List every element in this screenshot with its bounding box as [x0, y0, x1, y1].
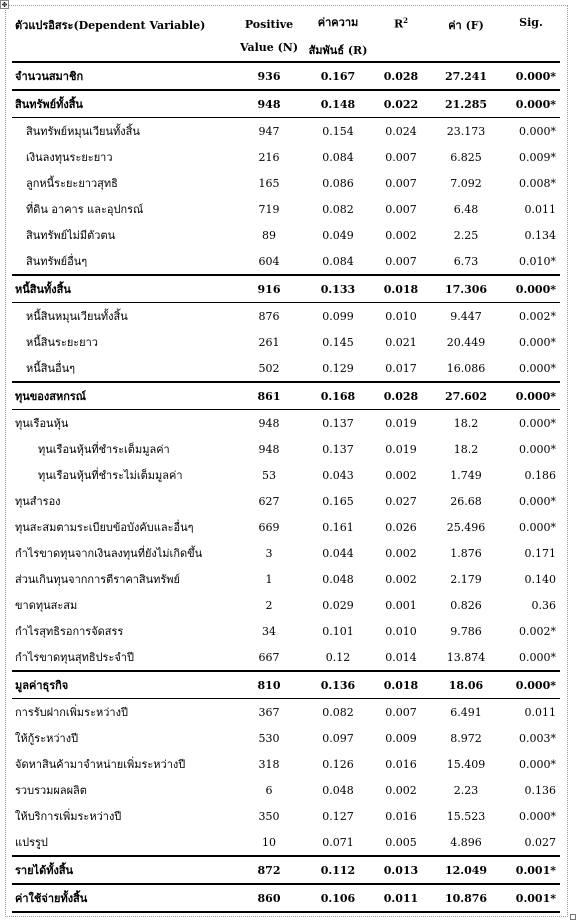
- cell-name: สินทรัพย์อื่นๆ: [26, 255, 88, 268]
- cell-r2: 0.019: [385, 442, 417, 456]
- cell-name: ส่วนเกินทุนจากการตีราคาสินทรัพย์: [15, 573, 180, 586]
- cell-sig: 0.136: [524, 783, 556, 797]
- table-row: [12, 303, 560, 330]
- cell-r: 0.082: [304, 699, 372, 726]
- table-row: [12, 222, 560, 248]
- cell-name: ขาดทุนสะสม: [15, 599, 78, 612]
- cell-r: 0.167: [304, 62, 372, 90]
- cell-r2: 0.017: [385, 361, 417, 375]
- cell-sig: 0.000*: [519, 361, 556, 375]
- cell-sig: 0.011: [524, 202, 556, 216]
- header-r: [304, 10, 372, 62]
- cell-r: 0.161: [322, 520, 354, 534]
- cell-n: 89: [262, 228, 276, 242]
- cell-sig: 0.000*: [502, 382, 560, 410]
- cell-f: 27.241: [430, 62, 502, 90]
- cell-name: จำนวนสมาชิก: [12, 62, 234, 90]
- cell-f: 7.092: [450, 176, 482, 190]
- cell-name: หนี้สินหมุนเวียนทั้งสิ้น: [12, 303, 234, 330]
- cell-n: 6: [265, 783, 273, 797]
- table-row: [12, 62, 560, 90]
- cell-r: 0.044: [322, 546, 354, 560]
- cell-name: ทุนสะสมตามระเบียบข้อบังคับและอื่นๆ: [15, 521, 194, 534]
- cell-r: 0.12: [325, 650, 351, 664]
- cell-r2: 0.027: [385, 494, 417, 508]
- cell-r: 0.136: [304, 671, 372, 699]
- cell-n: 10: [262, 835, 276, 849]
- cell-n: 53: [262, 468, 276, 482]
- cell-f: 9.786: [450, 624, 482, 638]
- header-n: [234, 10, 304, 62]
- cell-name: แปรรูป: [15, 836, 48, 849]
- cell-sig: 0.008*: [519, 176, 556, 190]
- cell-f: 6.825: [450, 150, 482, 164]
- table-row: [12, 436, 560, 462]
- cell-sig: 0.000*: [502, 275, 560, 303]
- cell-name: ทุนเรือนหุ้น: [12, 410, 234, 437]
- cell-r: 0.082: [322, 202, 354, 216]
- cell-n: 530: [258, 731, 280, 745]
- cell-sig: 0.001*: [502, 856, 560, 884]
- cell-sig: 0.36: [531, 598, 556, 612]
- cell-r2: 0.010: [385, 624, 417, 638]
- cell-sig: 0.000*: [519, 494, 556, 508]
- cell-f: 13.874: [446, 650, 486, 664]
- cell-r2: 0.028: [372, 62, 430, 90]
- cell-r: 0.048: [322, 783, 354, 797]
- cell-f: 10.876: [430, 884, 502, 912]
- cell-r2: 0.002: [385, 228, 417, 242]
- table-row: [12, 488, 560, 514]
- cell-r2: 0.013: [372, 856, 430, 884]
- cell-r: 0.129: [322, 361, 354, 375]
- cell-r2: 0.026: [385, 520, 417, 534]
- cell-r2: 0.018: [372, 671, 430, 699]
- cell-n: 604: [258, 254, 280, 268]
- cell-name: ทุนเรือนหุ้นที่ชำระเต็มมูลค่า: [38, 443, 170, 456]
- cell-f: 4.896: [450, 835, 482, 849]
- cell-n: 3: [265, 546, 273, 560]
- header-row: [12, 10, 560, 62]
- cell-r2: 0.010: [372, 303, 430, 330]
- cell-name: ทุนของสหกรณ์: [12, 382, 234, 410]
- table-row: [12, 566, 560, 592]
- cell-sig: 0.000*: [519, 650, 556, 664]
- cell-name: กำไรขาดทุนจากเงินลงทุนที่ยังไม่เกิดขึ้น: [15, 547, 203, 560]
- cell-f: 6.491: [430, 699, 502, 726]
- cell-r2: 0.007: [385, 176, 417, 190]
- table-row: [12, 275, 560, 303]
- table-row: [12, 751, 560, 777]
- cell-name: ให้กู้ระหว่างปี: [15, 732, 79, 745]
- cell-f: 15.523: [446, 809, 486, 823]
- cell-sig: 0.000*: [519, 442, 556, 456]
- cell-r2: 0.001: [385, 598, 417, 612]
- cell-name: สินทรัพย์หมุนเวียนทั้งสิ้น: [12, 118, 234, 145]
- cell-name: หนี้สินทั้งสิ้น: [12, 275, 234, 303]
- cell-f: 1.749: [450, 468, 482, 482]
- cell-n: 947: [234, 118, 304, 145]
- cell-name: รายได้ทั้งสิ้น: [12, 856, 234, 884]
- cell-name: ทุนเรือนหุ้นที่ชำระไม่เต็มมูลค่า: [38, 469, 183, 482]
- cell-r: 0.133: [304, 275, 372, 303]
- cell-r2: 0.019: [372, 410, 430, 437]
- cell-sig: 0.000*: [502, 62, 560, 90]
- cell-n: 719: [258, 202, 280, 216]
- cell-n: 165: [258, 176, 280, 190]
- cell-r: 0.126: [322, 757, 354, 771]
- cell-name: ลูกหนี้ระยะยาวสุทธิ: [26, 177, 118, 190]
- header-sig: Sig.: [502, 10, 560, 62]
- table-row: [12, 90, 560, 118]
- cell-r: 0.099: [304, 303, 372, 330]
- table-row: [12, 248, 560, 275]
- cell-sig: 0.000*: [519, 335, 556, 349]
- cell-sig: 0.000*: [519, 520, 556, 534]
- cell-f: 9.447: [430, 303, 502, 330]
- cell-r2: 0.007: [385, 202, 417, 216]
- cell-f: 12.049: [430, 856, 502, 884]
- header-r-line1: ค่าความ: [317, 15, 359, 29]
- cell-sig: 0.134: [524, 228, 556, 242]
- header-r2-label: R: [393, 17, 404, 31]
- cell-sig: 0.009*: [519, 150, 556, 164]
- header-n-line1: Positive: [244, 17, 294, 31]
- cell-r2: 0.005: [385, 835, 417, 849]
- cell-f: 21.285: [430, 90, 502, 118]
- table-row: [12, 329, 560, 355]
- header-r2: [372, 10, 430, 62]
- header-f: ค่า (F): [430, 10, 502, 62]
- cell-r: 0.127: [322, 809, 354, 823]
- cell-sig: 0.186: [524, 468, 556, 482]
- cell-f: 18.2: [430, 410, 502, 437]
- cell-sig: 0.002*: [502, 303, 560, 330]
- cell-f: 18.2: [453, 442, 479, 456]
- cell-name: สินทรัพย์ทั้งสิ้น: [12, 90, 234, 118]
- cell-r: 0.137: [304, 410, 372, 437]
- cell-r2: 0.018: [372, 275, 430, 303]
- table-row: [12, 118, 560, 145]
- cell-n: 861: [234, 382, 304, 410]
- cell-r: 0.071: [322, 835, 354, 849]
- cell-n: 261: [258, 335, 280, 349]
- cell-f: 27.602: [430, 382, 502, 410]
- cell-f: 15.409: [446, 757, 486, 771]
- cell-name: หนี้สินระยะยาว: [26, 336, 98, 349]
- cell-r: 0.168: [304, 382, 372, 410]
- cell-f: 16.086: [446, 361, 486, 375]
- table-row: [12, 803, 560, 829]
- cell-n: 948: [234, 410, 304, 437]
- cell-sig: 0.000*: [502, 410, 560, 437]
- cell-sig: 0.000*: [502, 90, 560, 118]
- table-row: [12, 725, 560, 751]
- cell-n: 367: [234, 699, 304, 726]
- table-row: [12, 618, 560, 644]
- cell-n: 936: [234, 62, 304, 90]
- cell-r2: 0.021: [385, 335, 417, 349]
- cell-r2: 0.007: [385, 254, 417, 268]
- cell-f: 6.48: [453, 202, 479, 216]
- cell-name: กำไรขาดทุนสุทธิประจำปี: [15, 651, 134, 664]
- cell-f: 17.306: [430, 275, 502, 303]
- cell-r2: 0.016: [385, 757, 417, 771]
- cell-r: 0.145: [322, 335, 354, 349]
- cell-name: สินทรัพย์ไม่มีตัวตน: [26, 229, 116, 242]
- cell-sig: 0.001*: [502, 884, 560, 912]
- cell-f: 20.449: [446, 335, 486, 349]
- cell-r2: 0.002: [385, 468, 417, 482]
- cell-r: 0.084: [322, 150, 354, 164]
- cell-sig: 0.010*: [519, 254, 556, 268]
- cell-n: 916: [234, 275, 304, 303]
- cell-r2: 0.002: [385, 572, 417, 586]
- move-handle-icon[interactable]: ✥: [1, 1, 8, 9]
- cell-sig: 0.000*: [502, 671, 560, 699]
- header-r2-sup: 2: [403, 16, 409, 25]
- cell-n: 810: [234, 671, 304, 699]
- table-row: [12, 144, 560, 170]
- cell-n: 502: [258, 361, 280, 375]
- cell-n: 2: [265, 598, 273, 612]
- cell-sig: 0.011: [502, 699, 560, 726]
- table-row: [12, 462, 560, 488]
- cell-r: 0.097: [322, 731, 354, 745]
- table-row: [12, 671, 560, 699]
- cell-name: หนี้สินอื่นๆ: [26, 362, 76, 375]
- cell-n: 216: [258, 150, 280, 164]
- cell-name: จัดหาสินค้ามาจำหน่ายเพิ่มระหว่างปี: [15, 758, 186, 771]
- cell-r: 0.112: [304, 856, 372, 884]
- cell-r: 0.106: [304, 884, 372, 912]
- table-row: [12, 777, 560, 803]
- cell-n: 627: [258, 494, 280, 508]
- table-row: [12, 355, 560, 382]
- cell-name: ค่าใช้จ่ายทั้งสิ้น: [12, 884, 234, 912]
- cell-sig: 0.000*: [502, 118, 560, 145]
- cell-r: 0.101: [322, 624, 354, 638]
- cell-r2: 0.028: [372, 382, 430, 410]
- cell-n: 1: [265, 572, 273, 586]
- cell-name: ทุนสำรอง: [15, 495, 61, 508]
- header-n-line2: Value (N): [239, 40, 299, 54]
- cell-f: 23.173: [430, 118, 502, 145]
- cell-r2: 0.009: [385, 731, 417, 745]
- table-row: [12, 382, 560, 410]
- cell-f: 18.06: [430, 671, 502, 699]
- cell-sig: 0.000*: [519, 809, 556, 823]
- cell-n: 350: [258, 809, 280, 823]
- table-row: [12, 410, 560, 437]
- cell-r2: 0.007: [385, 150, 417, 164]
- cell-n: 872: [234, 856, 304, 884]
- cell-r2: 0.024: [372, 118, 430, 145]
- cell-r2: 0.002: [385, 546, 417, 560]
- cell-n: 948: [258, 442, 280, 456]
- cell-sig: 0.171: [524, 546, 556, 560]
- table-row: [12, 592, 560, 618]
- cell-sig: 0.003*: [519, 731, 556, 745]
- cell-r2: 0.022: [372, 90, 430, 118]
- cell-name: ให้บริการเพิ่มระหว่างปี: [15, 810, 122, 823]
- cell-f: 1.876: [450, 546, 482, 560]
- table-row: [12, 699, 560, 726]
- header-variable: ตัวแปรอิสระ(Dependent Variable): [12, 10, 234, 62]
- cell-sig: 0.002*: [519, 624, 556, 638]
- table-row: [12, 196, 560, 222]
- cell-r: 0.165: [322, 494, 354, 508]
- cell-r: 0.029: [322, 598, 354, 612]
- resize-handle-icon[interactable]: [570, 914, 576, 920]
- cell-n: 34: [262, 624, 276, 638]
- table-row: [12, 170, 560, 196]
- cell-r2: 0.002: [385, 783, 417, 797]
- regression-table: [12, 10, 560, 913]
- cell-r: 0.043: [322, 468, 354, 482]
- table-row: [12, 540, 560, 566]
- cell-name: เงินลงทุนระยะยาว: [26, 151, 113, 164]
- cell-f: 2.179: [450, 572, 482, 586]
- cell-sig: 0.140: [524, 572, 556, 586]
- cell-r: 0.084: [322, 254, 354, 268]
- cell-r2: 0.014: [385, 650, 417, 664]
- cell-n: 318: [258, 757, 280, 771]
- table-row: [12, 884, 560, 912]
- cell-n: 876: [234, 303, 304, 330]
- cell-r: 0.049: [322, 228, 354, 242]
- cell-r: 0.154: [304, 118, 372, 145]
- cell-sig: 0.000*: [519, 757, 556, 771]
- cell-r2: 0.016: [385, 809, 417, 823]
- cell-n: 860: [234, 884, 304, 912]
- cell-r: 0.048: [322, 572, 354, 586]
- table-row: [12, 644, 560, 671]
- cell-f: 0.826: [450, 598, 482, 612]
- cell-name: กำไรสุทธิรอการจัดสรร: [15, 625, 124, 638]
- cell-r: 0.148: [304, 90, 372, 118]
- cell-f: 6.73: [453, 254, 479, 268]
- cell-f: 2.25: [453, 228, 479, 242]
- header-r-line2: สัมพันธ์ (R): [308, 43, 368, 57]
- cell-f: 26.68: [450, 494, 482, 508]
- cell-r2: 0.011: [372, 884, 430, 912]
- cell-name: รวบรวมผลผลิต: [15, 784, 87, 797]
- cell-n: 669: [258, 520, 280, 534]
- cell-r: 0.137: [322, 442, 354, 456]
- table-row: [12, 829, 560, 856]
- cell-sig: 0.027: [524, 835, 556, 849]
- cell-r2: 0.007: [372, 699, 430, 726]
- cell-r: 0.086: [322, 176, 354, 190]
- cell-name: ที่ดิน อาคาร และอุปกรณ์: [26, 203, 144, 216]
- cell-f: 2.23: [453, 783, 479, 797]
- table-row: [12, 856, 560, 884]
- cell-n: 667: [258, 650, 280, 664]
- cell-f: 8.972: [450, 731, 482, 745]
- cell-name: การรับฝากเพิ่มระหว่างปี: [12, 699, 234, 726]
- cell-n: 948: [234, 90, 304, 118]
- table-row: [12, 514, 560, 540]
- cell-name: มูลค่าธุรกิจ: [12, 671, 234, 699]
- cell-f: 25.496: [446, 520, 486, 534]
